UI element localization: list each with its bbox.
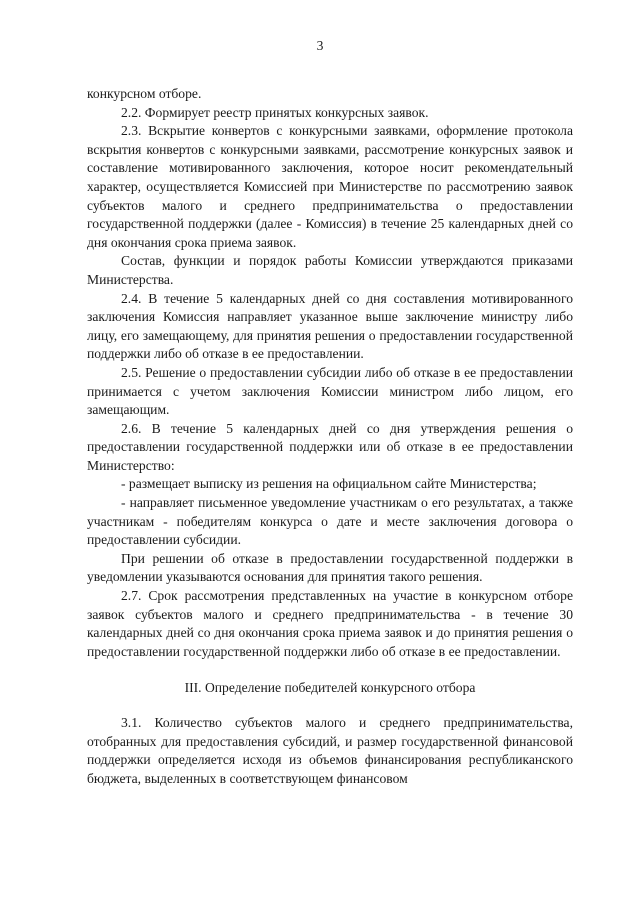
paragraph: - размещает выписку из решения на официальном сайте Министерства; (121, 476, 537, 492)
paragraph: - направляет письменное уведомление участникам о его результатах, а также участникам - победителям конкурса о дате и месте заключения договора о предоставлении субсидии. (87, 495, 573, 548)
page-number: 3 (316, 38, 324, 53)
paragraph: При решении об отказе в предоставлении государственной поддержки в уведомлении указываются основания для принятия такого решения. (87, 550, 573, 585)
paragraph: 2.7. Срок рассмотрения представленных на участие в конкурсном отборе заявок субъектов малого и среднего предпринимательства - в течение 30 календарных дней со дня окончания срока приема заявок и до принятия решения о предоставлении государственной поддержки либо об отказе в ее предоставлении. (87, 588, 573, 659)
document-body (87, 85, 573, 788)
section-two-paragraphs (87, 85, 573, 661)
paragraph: 2.6. В течение 5 календарных дней со дня утверждения решения о предоставлении государственной поддержки или об отказе в ее предоставлении Министерство: (87, 420, 573, 473)
paragraph: Состав, функции и порядок работы Комиссии утверждаются приказами Министерства. (87, 253, 573, 287)
section-three-paragraphs (87, 714, 573, 788)
paragraph: 2.4. В течение 5 календарных дней со дня составления мотивированного заключения Комиссия направляет указанное выше заключение министру либо лицу, его замещающему, для принятия решения о предоставлении государственной поддержки либо об отказе в ее предоставлении. (87, 290, 573, 362)
section-heading: III. Определение победителей конкурсного отбора (184, 680, 476, 696)
paragraph: конкурсном отборе. (87, 86, 202, 101)
paragraph: 3.1. Количество субъектов малого и среднего предпринимательства, отобранных для предоставления субсидий, и размер государственной финансовой поддержки определяется исходя из объемов финансирования республиканского бюджета, выделенных в соответствующем финансовом (87, 715, 573, 786)
paragraph: 2.2. Формирует реестр принятых конкурсных заявок. (121, 104, 429, 120)
paragraph: 2.5. Решение о предоставлении субсидии либо об отказе в ее предоставлении принимается с учетом заключения Комиссии министром либо лицом, его замещающим. (87, 364, 573, 418)
paragraph: 2.3. Вскрытие конвертов с конкурсными заявками, оформление протокола вскрытия конвертов с конкурсными заявками, рассмотрение конкурсных заявок и составление мотивированного заключения, которое носит рекомендательный характер, осуществляется Комиссией при Министерстве по рассмотрению заявок субъектов малого и среднего предпринимательства о предоставлении государственной поддержки (далее - Комиссия) в течение 25 календарных дней со дня окончания срока приема заявок. (87, 123, 573, 250)
